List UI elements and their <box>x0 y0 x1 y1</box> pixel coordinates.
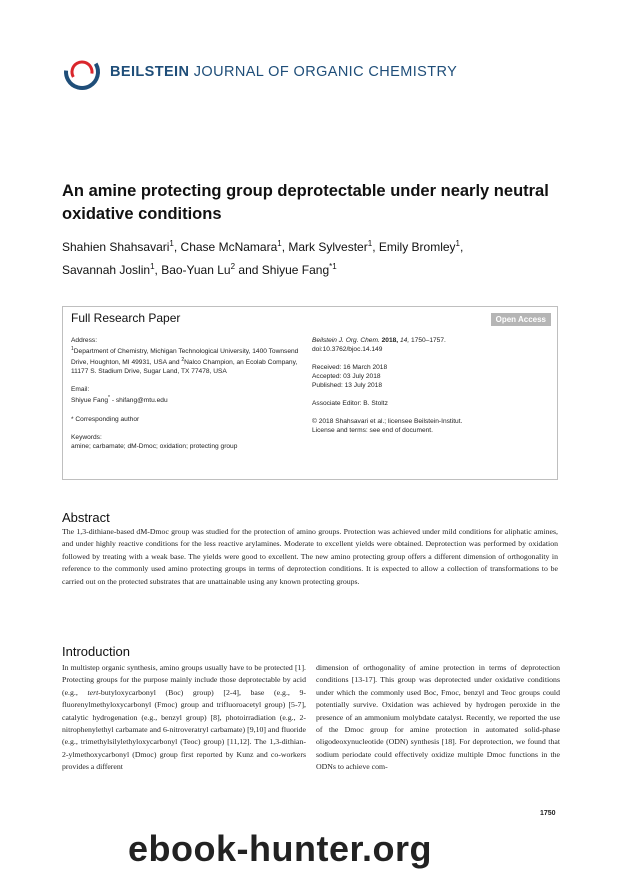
email-line[interactable]: Shiyue Fang* - shifang@mtu.edu <box>71 395 168 405</box>
intro-right-column: dimension of orthogonality of amine protection in terms of deprotection conditions [13-17]. This group was deprotected under oxidative conditions under which the commonly used Boc, Fmoc, benzyl and Teoc groups could potentially survive. Oxidation was achieved by hydrogen peroxide in the presence of an ammonium molybdate catalyst. Recently, we reported the use of the Dmoc group for amine protection in automated solid-phase oligodeoxynucleotide (ODN) synthesis [18]. For deprotection, we found that sodium periodate could effectively oxidize multiple Dmoc functions in the ODNs to achieve com- <box>316 663 560 772</box>
author: Shiyue Fang <box>261 263 330 277</box>
abstract-text: The 1,3-dithiane-based dM-Dmoc group was studied for the protection of amino groups. Protection was achieved under mild conditions for aliphatic amines, and under highly reactive conditions for the less reactive arylamines. Moderate to excellent yields were obtained. Deprotection was performed by oxidation followed by treating with a weak base. The yields were good to excellent. The new amino protecting group offers a different dimension of orthogonality in reference to the commonly used amino protecting groups in terms of deprotection conditions. It is expected to allow a collection of transformations to be carried out on the protected substrates that are unattainable using any known protecting groups. <box>62 527 558 586</box>
author: Chase McNamara <box>180 240 278 254</box>
address-text: $^1$Department of Chemistry, Michigan Technological University, 1400 Townsend Drive, Houghton, MI 49931, USA and $^2$Nalco Champion, an Ecolab Company, 11177 S. Stadium Drive, Sugar Land, TX 77478, USA <box>71 346 299 376</box>
article-title: An amine protecting group deprotectable under nearly neutral oxidative conditions <box>62 182 549 223</box>
page-number: 1750 <box>540 810 556 817</box>
doi-link[interactable]: doi:10.3762/bjoc.14.149 <box>312 346 383 353</box>
author: Emily Bromley <box>378 240 456 254</box>
author: Savannah Joslin <box>62 263 151 277</box>
received-date: Received: 16 March 2018 <box>312 364 388 371</box>
email-label: Email: <box>71 386 90 394</box>
published-date: Published: 13 July 2018 <box>312 382 383 389</box>
keywords: amine; carbamate; dM-Dmoc; oxidation; protecting group <box>71 442 238 450</box>
watermark: ebook-hunter.org <box>128 828 432 869</box>
copyright: © 2018 Shahsavari et al.; licensee Beilstein-Institut. <box>312 418 463 425</box>
address-label: Address: <box>71 337 98 344</box>
journal-name: BEILSTEIN JOURNAL OF ORGANIC CHEMISTRY <box>110 64 458 80</box>
author: Shahien Shahsavari <box>62 240 170 254</box>
info-left-column <box>71 336 303 451</box>
abstract-heading: Abstract <box>62 510 110 525</box>
introduction-heading: Introduction <box>62 644 130 659</box>
corresponding-note: * Corresponding author <box>71 415 140 423</box>
author: Mark Sylvester <box>288 240 368 254</box>
open-access-badge: Open Access <box>491 313 551 326</box>
associate-editor: Associate Editor: B. Stoltz <box>312 400 388 407</box>
article-info-box <box>62 306 558 480</box>
author: Bao-Yuan Lu <box>161 263 231 277</box>
author-list: Shahien Shahsavari$^1$, Chase McNamara$^1$, Mark Sylvester$^1$, Emily Bromley$^1$, Savannah Joslin$^1$, Bao-Yuan Lu$^2$ and Shiyue Fang$^{*1}$ <box>62 239 464 277</box>
accepted-date: Accepted: 03 July 2018 <box>312 373 381 380</box>
citation: Beilstein J. Org. Chem. 2018, 14, 1750–1757. <box>312 337 446 344</box>
intro-left-column: In multistep organic synthesis, amino groups usually have to be protected [1]. Protecting groups for the purpose mainly include those deprotectable by acid (e.g., tert-butyloxycarbonyl (Boc) group) [2-4], base (e.g., 9-fluorenylmethyloxycarbonyl (Fmoc) group and trifluoroacetyl group) [5-7], catalytic hydrogenation (e.g., benzyl group) [8], photoirradiation (e.g., 2-nitrophenylethyl carbamate and 6-nitroveratryl carbamate) [9,10] and fluoride (e.g., trimethylsilylethyloxycarbonyl (Teoc) group) [11,12]. The 1,3-dithian-2-ylmethoxycarbonyl (Dmoc) group first reported by Kunz and co-workers provides a different <box>62 663 306 772</box>
keywords-label: Keywords: <box>71 433 102 441</box>
info-right-column <box>312 336 552 435</box>
article-type: Full Research Paper <box>71 311 181 325</box>
journal-logo <box>62 52 457 92</box>
beilstein-logo-icon <box>62 52 102 92</box>
license: License and terms: see end of document. <box>312 427 433 434</box>
